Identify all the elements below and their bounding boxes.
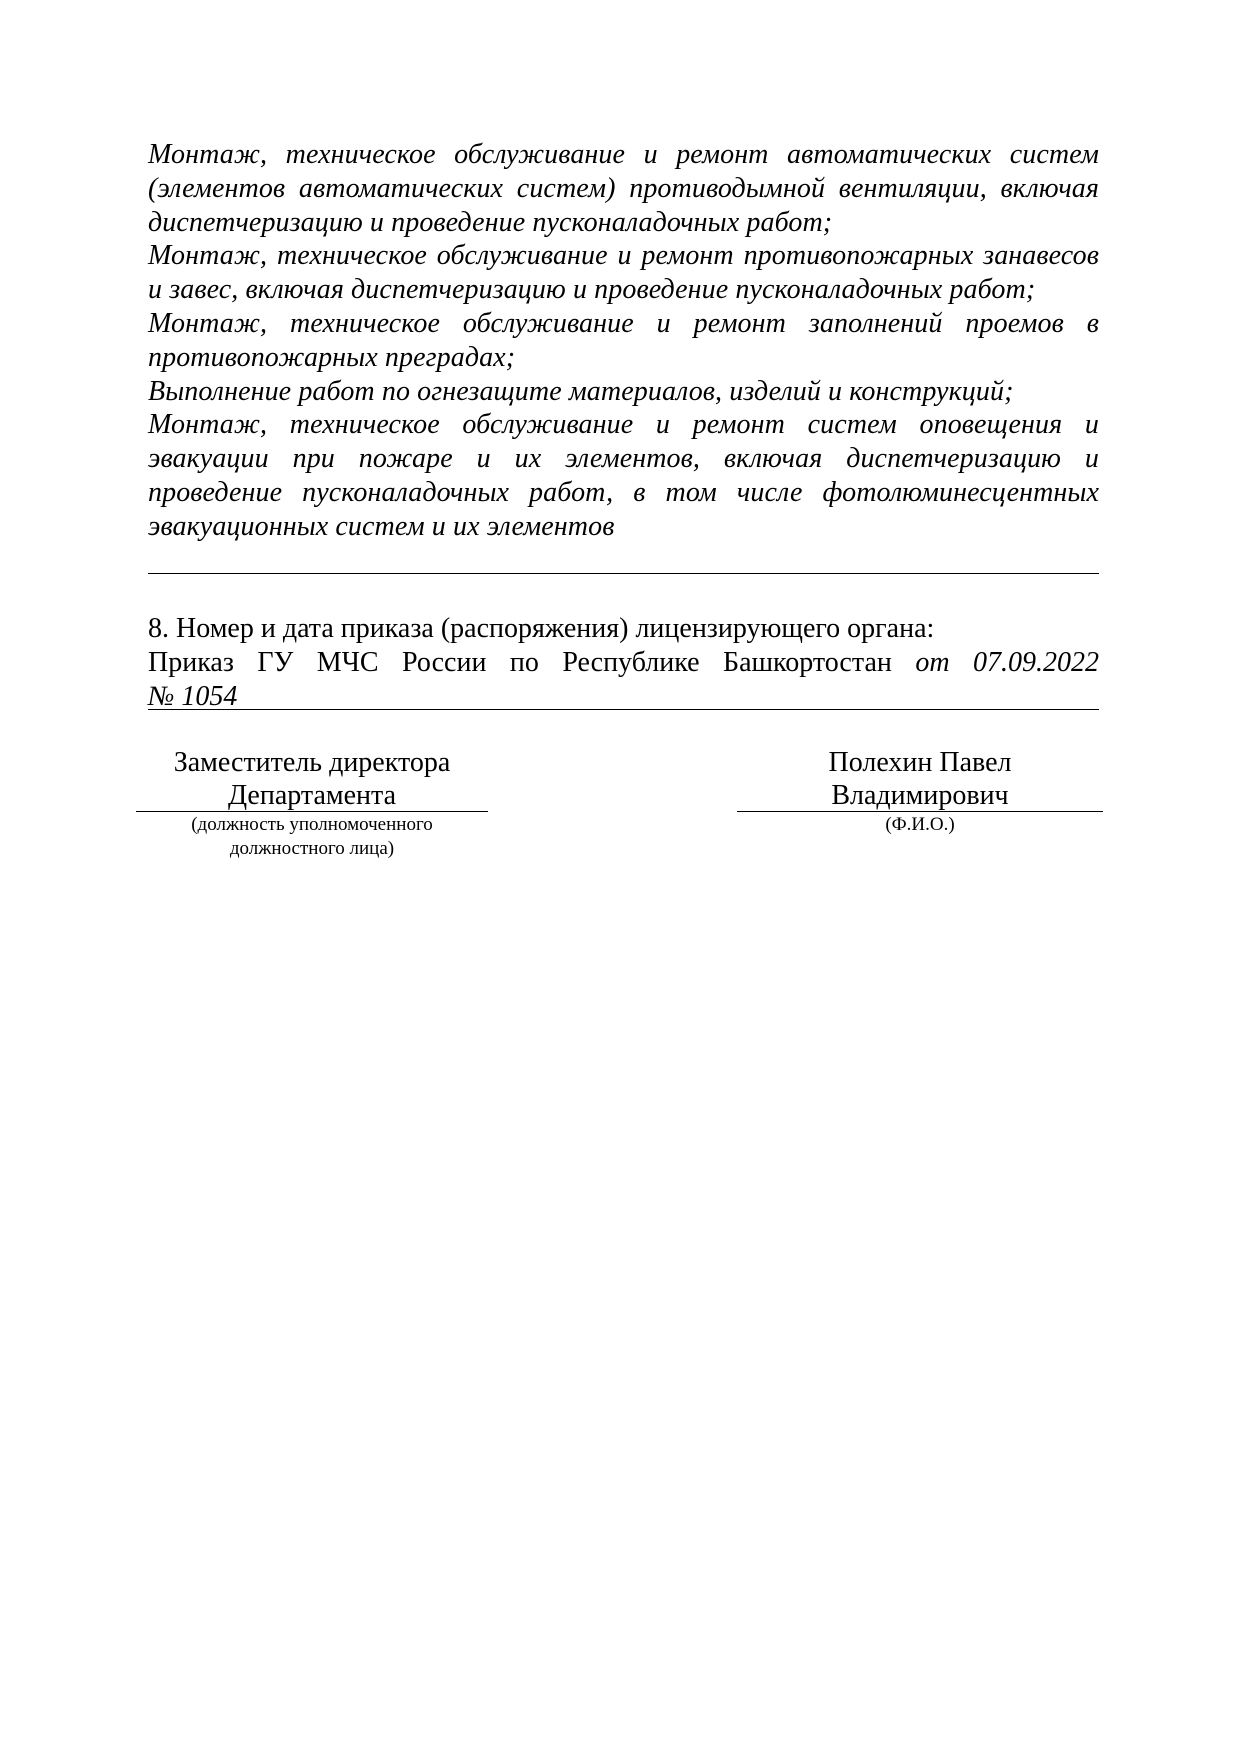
activity-item: Монтаж, техническое обслуживание и ремонт заполнений проемов в противопожарных преградах; <box>148 307 1099 373</box>
signatory-position-line: Заместитель директора <box>173 747 451 778</box>
signatory-name-line: Владимирович <box>831 780 1009 811</box>
name-caption <box>737 813 1103 837</box>
order-heading: 8. Номер и дата приказа (распоряжения) лицензирующего органа: <box>148 613 935 644</box>
name-underline <box>737 811 1103 812</box>
activity-item: Монтаж, техническое обслуживание и ремонт автоматических систем (элементов автоматических систем) противодымной вентиляции, включая диспетчеризацию и проведение пусконаладочных работ; <box>148 139 1099 238</box>
order-date: от 07.09.2022 <box>915 647 1100 678</box>
order-issuer-line <box>148 646 1099 680</box>
activity-item: Монтаж, техническое обслуживание и ремонт противопожарных занавесов и завес, включая диспетчеризацию и проведение пусконаладочных работ; <box>148 240 1099 306</box>
signatory-position <box>136 746 488 812</box>
licensed-activities-list <box>148 138 1099 544</box>
position-underline <box>136 811 488 812</box>
signatory-position-line: Департамента <box>227 780 397 811</box>
order-issuer: Приказ ГУ МЧС России по Республике Башкортостан <box>148 647 892 678</box>
signatory-name-line: Полехин Павел <box>828 747 1012 778</box>
position-caption <box>136 813 488 861</box>
position-caption-line: (должность уполномоченного <box>191 814 433 835</box>
order-number: № 1054 <box>148 681 238 712</box>
signatory-name <box>737 746 1103 812</box>
order-section <box>148 612 1099 714</box>
activity-item: Монтаж, техническое обслуживание и ремонт систем оповещения и эвакуации при пожаре и их элементов, включая диспетчеризацию и проведение пусконаладочных работ, в том числе фотолюминесцентных эвакуационных систем и их элементов <box>148 409 1099 542</box>
activity-item: Выполнение работ по огнезащите материалов, изделий и конструкций; <box>148 375 1014 407</box>
order-underline <box>148 709 1099 710</box>
position-caption-line: должностного лица) <box>229 838 395 859</box>
activities-underline <box>148 573 1099 574</box>
name-caption-line: (Ф.И.О.) <box>885 814 955 835</box>
